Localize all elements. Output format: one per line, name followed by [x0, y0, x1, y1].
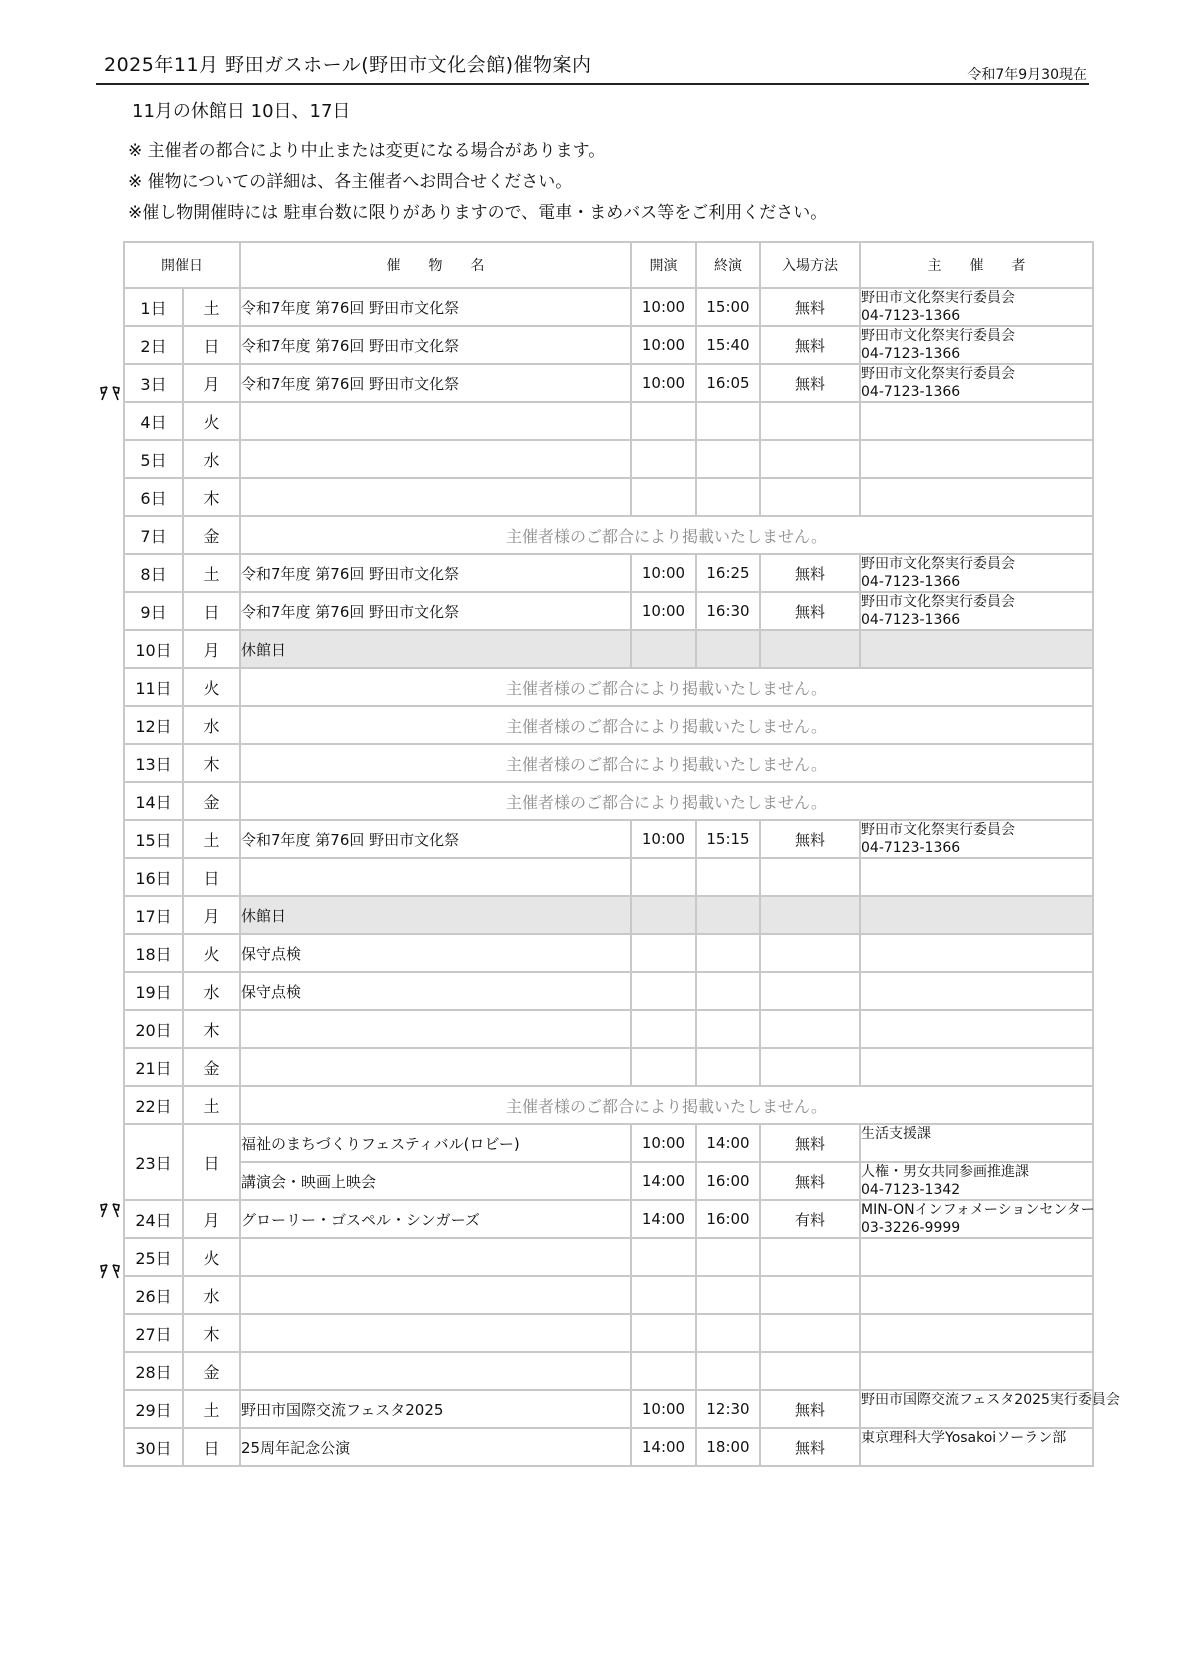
- admission: 有料: [760, 1200, 860, 1238]
- day-cell: 2日: [124, 326, 183, 364]
- col-admission: 入場方法: [760, 242, 860, 288]
- close-time: 16:00: [696, 1162, 760, 1200]
- table-row: [124, 668, 1093, 706]
- event-name: 令和7年度 第76回 野田市文化祭: [240, 326, 631, 364]
- not-listed-message: 主催者様のご都合により掲載いたしません。: [240, 706, 1093, 744]
- organizer-cell: [860, 478, 1093, 516]
- organizer-name: 野田市文化祭実行委員会: [861, 366, 1015, 382]
- open-time: 14:00: [631, 1200, 696, 1238]
- event-name: 福祉のまちづくりフェスティバル(ロビー): [240, 1124, 631, 1162]
- day-cell: 16日: [124, 858, 183, 896]
- table-row: [124, 1124, 1093, 1162]
- weekday-cell: 土: [183, 820, 240, 858]
- weekday-cell: 土: [183, 1086, 240, 1124]
- day-cell: 30日: [124, 1428, 183, 1466]
- not-listed-message: 主催者様のご都合により掲載いたしません。: [240, 782, 1093, 820]
- organizer-cell: [860, 1314, 1093, 1352]
- event-name: [240, 858, 631, 896]
- table-row: [124, 402, 1093, 440]
- weekday-cell: 木: [183, 478, 240, 516]
- table-row: [124, 934, 1093, 972]
- weekday-cell: 火: [183, 668, 240, 706]
- day-cell: 23日: [124, 1124, 183, 1200]
- table-row: [124, 326, 1093, 364]
- day-cell: 9日: [124, 592, 183, 630]
- event-name: 令和7年度 第76回 野田市文化祭: [240, 592, 631, 630]
- day-cell: 8日: [124, 554, 183, 592]
- close-time: [696, 1010, 760, 1048]
- organizer-cell: [860, 1200, 1093, 1238]
- event-name: 講演会・映画上映会: [240, 1162, 631, 1200]
- organizer-name: 野田市文化祭実行委員会: [861, 328, 1015, 344]
- day-cell: 26日: [124, 1276, 183, 1314]
- close-time: [696, 1048, 760, 1086]
- open-time: [631, 1048, 696, 1086]
- schedule-body: [124, 288, 1120, 1466]
- event-name: [240, 1276, 631, 1314]
- open-time: 10:00: [631, 592, 696, 630]
- organizer-name: MIN-ONインフォメーションセンター: [861, 1202, 1095, 1218]
- open-time: 10:00: [631, 820, 696, 858]
- organizer-name: 東京理科大学Yosakoiソーラン部: [861, 1430, 1067, 1446]
- table-row: [124, 592, 1093, 630]
- table-row: [124, 1238, 1093, 1276]
- day-cell: 3日: [124, 364, 183, 402]
- open-time: 10:00: [631, 1390, 696, 1428]
- organizer-phone: 03-3226-9999: [861, 1220, 961, 1236]
- event-name: [240, 440, 631, 478]
- table-row: [124, 1390, 1093, 1428]
- event-name: 保守点検: [240, 972, 631, 1010]
- weekday-cell: 木: [183, 1314, 240, 1352]
- weekday-cell: 日: [183, 326, 240, 364]
- not-listed-message: 主催者様のご都合により掲載いたしません。: [240, 516, 1093, 554]
- weekday-cell: 火: [183, 934, 240, 972]
- event-name: [240, 1352, 631, 1390]
- event-name: 令和7年度 第76回 野田市文化祭: [240, 364, 631, 402]
- admission: [760, 1048, 860, 1086]
- event-name: [240, 1238, 631, 1276]
- close-time: [696, 1314, 760, 1352]
- day-cell: 17日: [124, 896, 183, 934]
- not-listed-message: 主催者様のご都合により掲載いたしません。: [240, 668, 1093, 706]
- event-name: 25周年記念公演: [240, 1428, 631, 1466]
- organizer-cell: [860, 592, 1093, 630]
- event-name: グローリー・ゴスペル・シンガーズ: [240, 1200, 631, 1238]
- organizer-cell: [860, 1428, 1093, 1466]
- table-row: [124, 1276, 1093, 1314]
- event-name: 休館日: [240, 896, 631, 934]
- admission: 無料: [760, 1428, 860, 1466]
- table-row: [124, 896, 1093, 934]
- weekday-cell: 月: [183, 630, 240, 668]
- close-time: [696, 896, 760, 934]
- weekday-cell: 金: [183, 1352, 240, 1390]
- close-time: [696, 1276, 760, 1314]
- open-time: 10:00: [631, 288, 696, 326]
- event-name: 令和7年度 第76回 野田市文化祭: [240, 820, 631, 858]
- table-row: [124, 1428, 1093, 1466]
- admission: 無料: [760, 1390, 860, 1428]
- close-time: [696, 440, 760, 478]
- organizer-phone: 04-7123-1366: [861, 384, 961, 400]
- organizer-phone: 04-7123-1366: [861, 840, 961, 856]
- admission: 無料: [760, 1162, 860, 1200]
- flag-icon: [99, 385, 121, 401]
- weekday-cell: 土: [183, 1390, 240, 1428]
- day-cell: 13日: [124, 744, 183, 782]
- organizer-name: 人権・男女共同参画推進課: [861, 1164, 1029, 1180]
- weekday-cell: 金: [183, 782, 240, 820]
- close-time: [696, 478, 760, 516]
- schedule-table: [123, 241, 1120, 1467]
- table-row: [124, 440, 1093, 478]
- day-cell: 15日: [124, 820, 183, 858]
- weekday-cell: 日: [183, 592, 240, 630]
- table-row: [124, 820, 1093, 858]
- day-cell: 28日: [124, 1352, 183, 1390]
- weekday-cell: 金: [183, 1048, 240, 1086]
- admission: [760, 1238, 860, 1276]
- day-cell: 25日: [124, 1238, 183, 1276]
- day-cell: 18日: [124, 934, 183, 972]
- day-cell: 20日: [124, 1010, 183, 1048]
- organizer-cell: [860, 440, 1093, 478]
- close-time: 12:30: [696, 1390, 760, 1428]
- table-row: [124, 1010, 1093, 1048]
- close-time: [696, 1352, 760, 1390]
- event-name: [240, 478, 631, 516]
- open-time: 14:00: [631, 1162, 696, 1200]
- organizer-name: 野田市文化祭実行委員会: [861, 594, 1015, 610]
- close-time: 15:40: [696, 326, 760, 364]
- admission: [760, 478, 860, 516]
- as-of-date: 令和7年9月30現在: [967, 67, 1087, 83]
- weekday-cell: 木: [183, 744, 240, 782]
- event-name: 令和7年度 第76回 野田市文化祭: [240, 554, 631, 592]
- admission: 無料: [760, 1124, 860, 1162]
- organizer-cell: [860, 402, 1093, 440]
- organizer-phone: 04-7123-1366: [861, 612, 961, 628]
- weekday-cell: 木: [183, 1010, 240, 1048]
- table-row: [124, 364, 1093, 402]
- day-cell: 22日: [124, 1086, 183, 1124]
- day-cell: 7日: [124, 516, 183, 554]
- close-time: [696, 630, 760, 668]
- admission: [760, 1352, 860, 1390]
- table-row: [124, 972, 1093, 1010]
- admission: [760, 896, 860, 934]
- table-row: [124, 1314, 1093, 1352]
- open-time: [631, 858, 696, 896]
- organizer-cell: [860, 364, 1093, 402]
- admission: 無料: [760, 288, 860, 326]
- admission: [760, 858, 860, 896]
- weekday-cell: 月: [183, 1200, 240, 1238]
- weekday-cell: 金: [183, 516, 240, 554]
- open-time: [631, 1314, 696, 1352]
- table-row: [124, 858, 1093, 896]
- organizer-cell: [860, 820, 1093, 858]
- organizer-name: 生活支援課: [861, 1126, 931, 1142]
- admission: 無料: [760, 554, 860, 592]
- table-row: [124, 782, 1093, 820]
- table-row: [124, 1352, 1093, 1390]
- table-row: [124, 1200, 1093, 1238]
- col-open: 開演: [631, 242, 696, 288]
- open-time: [631, 896, 696, 934]
- page-title: 2025年11月 野田ガスホール(野田市文化会館)催物案内: [104, 54, 592, 76]
- organizer-name: 野田市文化祭実行委員会: [861, 822, 1015, 838]
- col-close: 終演: [696, 242, 760, 288]
- table-row: [124, 1086, 1093, 1124]
- table-row: [124, 630, 1093, 668]
- open-time: 10:00: [631, 554, 696, 592]
- event-name: [240, 1010, 631, 1048]
- open-time: [631, 478, 696, 516]
- close-time: 14:00: [696, 1124, 760, 1162]
- admission: [760, 440, 860, 478]
- organizer-cell: [860, 896, 1093, 934]
- organizer-cell: [860, 858, 1093, 896]
- admission: [760, 972, 860, 1010]
- open-time: [631, 972, 696, 1010]
- col-date: 開催日: [124, 242, 240, 288]
- event-name: 野田市国際交流フェスタ2025: [240, 1390, 631, 1428]
- day-cell: 29日: [124, 1390, 183, 1428]
- admission: [760, 630, 860, 668]
- organizer-name: 野田市文化祭実行委員会: [861, 290, 1015, 306]
- admission: [760, 1276, 860, 1314]
- weekday-cell: 月: [183, 364, 240, 402]
- open-time: [631, 630, 696, 668]
- close-time: [696, 402, 760, 440]
- organizer-cell: [860, 1238, 1093, 1276]
- event-name: [240, 1314, 631, 1352]
- open-time: 10:00: [631, 326, 696, 364]
- day-cell: 11日: [124, 668, 183, 706]
- admission: 無料: [760, 592, 860, 630]
- admission: [760, 1010, 860, 1048]
- admission: [760, 934, 860, 972]
- event-name: 令和7年度 第76回 野田市文化祭: [240, 288, 631, 326]
- open-time: [631, 1276, 696, 1314]
- organizer-cell: [860, 1352, 1093, 1390]
- day-cell: 27日: [124, 1314, 183, 1352]
- table-row: [124, 744, 1093, 782]
- organizer-name: 野田市文化祭実行委員会: [861, 556, 1015, 572]
- event-name: 休館日: [240, 630, 631, 668]
- weekday-cell: 月: [183, 896, 240, 934]
- weekday-cell: 水: [183, 706, 240, 744]
- organizer-cell: [860, 288, 1093, 326]
- organizer-cell: [860, 934, 1093, 972]
- day-cell: 1日: [124, 288, 183, 326]
- table-row: [124, 706, 1093, 744]
- note-3: ※催し物開催時には 駐車台数に限りがありますので、電車・まめバス等をご利用ください。: [128, 203, 828, 223]
- open-time: 10:00: [631, 1124, 696, 1162]
- table-row: [124, 1162, 1093, 1200]
- event-name: [240, 1048, 631, 1086]
- close-time: 16:25: [696, 554, 760, 592]
- open-time: [631, 934, 696, 972]
- admission: 無料: [760, 364, 860, 402]
- table-row: [124, 554, 1093, 592]
- admission: 無料: [760, 326, 860, 364]
- day-cell: 19日: [124, 972, 183, 1010]
- not-listed-message: 主催者様のご都合により掲載いたしません。: [240, 744, 1093, 782]
- weekday-cell: 水: [183, 440, 240, 478]
- day-cell: 12日: [124, 706, 183, 744]
- day-cell: 6日: [124, 478, 183, 516]
- organizer-phone: 04-7123-1366: [861, 346, 961, 362]
- table-row: [124, 516, 1093, 554]
- table-row: [124, 288, 1093, 326]
- open-time: [631, 440, 696, 478]
- weekday-cell: 土: [183, 554, 240, 592]
- weekday-cell: 日: [183, 858, 240, 896]
- open-time: [631, 1352, 696, 1390]
- open-time: 14:00: [631, 1428, 696, 1466]
- organizer-cell: [860, 1124, 1093, 1162]
- organizer-cell: [860, 1390, 1120, 1428]
- close-time: 15:00: [696, 288, 760, 326]
- table-row: [124, 478, 1093, 516]
- organizer-cell: [860, 1048, 1093, 1086]
- weekday-cell: 日: [183, 1428, 240, 1466]
- admission: 無料: [760, 820, 860, 858]
- weekday-cell: 日: [183, 1124, 240, 1200]
- flag-icon: [99, 1202, 121, 1218]
- day-cell: 21日: [124, 1048, 183, 1086]
- open-time: [631, 402, 696, 440]
- day-cell: 10日: [124, 630, 183, 668]
- day-cell: 5日: [124, 440, 183, 478]
- note-2: ※ 催物についての詳細は、各主催者へお問合せください。: [128, 172, 573, 192]
- organizer-cell: [860, 1010, 1093, 1048]
- closed-days: 11月の休館日 10日、17日: [132, 101, 351, 122]
- close-time: 16:05: [696, 364, 760, 402]
- weekday-cell: 土: [183, 288, 240, 326]
- day-cell: 14日: [124, 782, 183, 820]
- organizer-name: 野田市国際交流フェスタ2025実行委員会: [861, 1392, 1120, 1408]
- day-cell: 4日: [124, 402, 183, 440]
- organizer-phone: 04-7123-1342: [861, 1182, 961, 1198]
- not-listed-message: 主催者様のご都合により掲載いたしません。: [240, 1086, 1093, 1124]
- organizer-phone: 04-7123-1366: [861, 308, 961, 324]
- open-time: [631, 1238, 696, 1276]
- event-name: [240, 402, 631, 440]
- organizer-cell: [860, 1162, 1093, 1200]
- table-header-row: [124, 242, 1093, 288]
- note-1: ※ 主催者の都合により中止または変更になる場合があります。: [128, 141, 606, 161]
- close-time: [696, 972, 760, 1010]
- close-time: 16:00: [696, 1200, 760, 1238]
- event-name: 保守点検: [240, 934, 631, 972]
- close-time: 16:30: [696, 592, 760, 630]
- organizer-cell: [860, 326, 1093, 364]
- header-rule: [96, 83, 1089, 85]
- weekday-cell: 火: [183, 1238, 240, 1276]
- organizer-phone: 04-7123-1366: [861, 574, 961, 590]
- flag-icon: [99, 1263, 121, 1279]
- close-time: [696, 1238, 760, 1276]
- close-time: [696, 858, 760, 896]
- close-time: 18:00: [696, 1428, 760, 1466]
- weekday-cell: 水: [183, 1276, 240, 1314]
- close-time: [696, 934, 760, 972]
- organizer-cell: [860, 972, 1093, 1010]
- organizer-cell: [860, 1276, 1093, 1314]
- col-event: 催 物 名: [240, 242, 631, 288]
- open-time: 10:00: [631, 364, 696, 402]
- day-cell: 24日: [124, 1200, 183, 1238]
- open-time: [631, 1010, 696, 1048]
- admission: [760, 402, 860, 440]
- organizer-cell: [860, 630, 1093, 668]
- organizer-cell: [860, 554, 1093, 592]
- weekday-cell: 水: [183, 972, 240, 1010]
- admission: [760, 1314, 860, 1352]
- weekday-cell: 火: [183, 402, 240, 440]
- table-row: [124, 1048, 1093, 1086]
- col-organizer: 主 催 者: [860, 242, 1093, 288]
- close-time: 15:15: [696, 820, 760, 858]
